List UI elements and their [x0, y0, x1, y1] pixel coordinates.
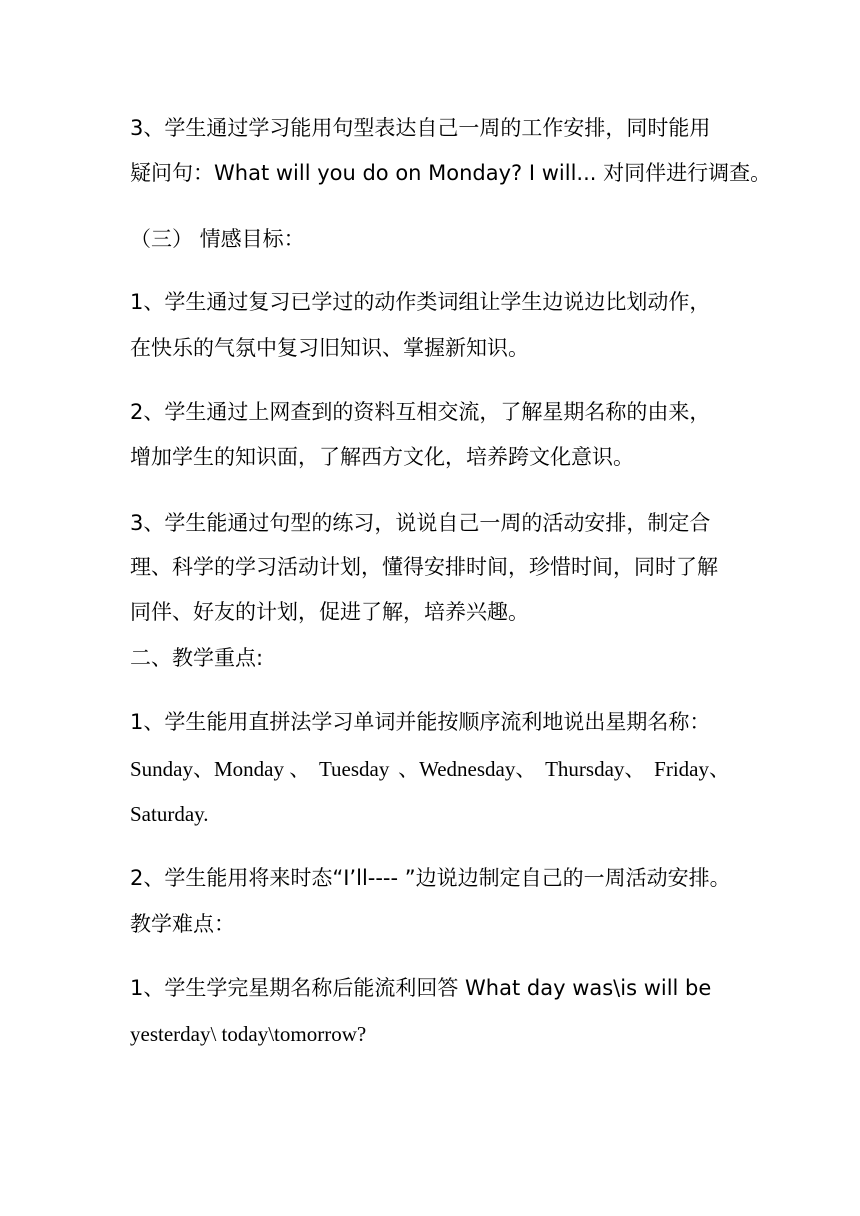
section-title-emotional-goals: （三） 情感目标：	[130, 227, 305, 251]
emotional-2-line-2: 增加学生的知识面，了解西方文化，培养跨文化意识。	[130, 445, 634, 469]
weekday-group-5: Friday、	[654, 757, 730, 781]
emotional-3-line-2: 理、科学的学习活动计划，懂得安排时间，珍惜时间，同时了解	[130, 555, 718, 579]
difficulty-1-line-1: 1、学生学完星期名称后能流利回答 What day was\is will be	[130, 976, 712, 1000]
key-1-line-3: Saturday.	[130, 802, 209, 826]
objective-3-line-2: 疑问句：What will you do on Monday? I will... 对同伴进行调查。	[130, 161, 772, 185]
weekday-group-2: Tuesday	[318, 757, 390, 781]
emotional-1-line-2: 在快乐的气氛中复习旧知识、掌握新知识。	[130, 336, 529, 360]
weekday-group-3: 、Wednesday、	[398, 757, 537, 781]
key-1-line-1: 1、学生能用直拼法学习单词并能按顺序流利地说出星期名称：	[130, 710, 711, 734]
weekdays-line	[130, 754, 730, 784]
weekday-group-1: Sunday、Monday 、	[130, 757, 311, 781]
emotional-2-line-1: 2、学生通过上网查到的资料互相交流，了解星期名称的由来，	[130, 400, 711, 424]
emotional-3-line-3: 同伴、好友的计划，促进了解，培养兴趣。	[130, 600, 529, 624]
difficulty-1-line-2: yesterday\ today\tomorrow?	[130, 1022, 367, 1046]
key-points-heading: 二、教学重点:	[130, 646, 264, 670]
objective-3-line-1: 3、学生通过学习能用句型表达自己一周的工作安排，同时能用	[130, 116, 711, 140]
emotional-1-line-1: 1、学生通过复习已学过的动作类词组让学生边说边比划动作，	[130, 290, 711, 314]
key-2-line-1: 2、学生能用将来时态“I’ll---- ”边说边制定自己的一周活动安排。	[130, 866, 731, 890]
emotional-3-line-1: 3、学生能通过句型的练习，说说自己一周的活动安排，制定合	[130, 511, 711, 535]
difficulties-heading: 教学难点：	[130, 912, 235, 936]
weekday-group-4: Thursday、	[545, 757, 646, 781]
